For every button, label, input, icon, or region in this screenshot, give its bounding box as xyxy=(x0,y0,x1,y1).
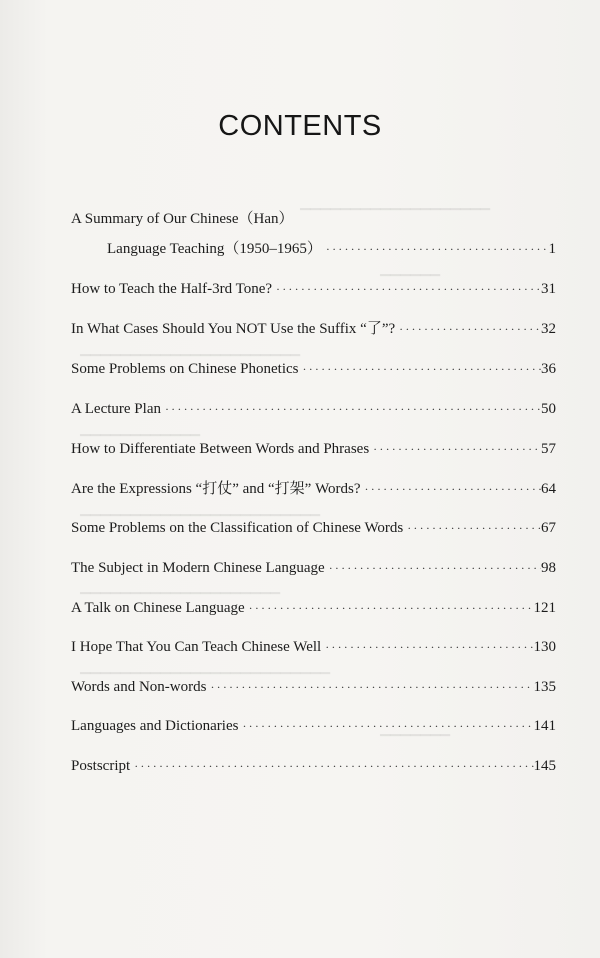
toc-entry[interactable] xyxy=(71,755,556,777)
toc-entry[interactable] xyxy=(107,238,556,260)
toc-page-number: 145 xyxy=(533,758,556,774)
toc-entry[interactable] xyxy=(71,438,556,460)
page-title: CONTENTS xyxy=(218,110,382,142)
bleed-through-text: ▁▁▁▁▁▁▁▁▁▁▁▁▁▁▁▁▁▁▁ xyxy=(300,196,490,211)
toc-entry-title: Are the Expressions “打仗” and “打架” Words? xyxy=(71,481,361,497)
toc-entry[interactable] xyxy=(71,278,556,300)
toc-entry-title: I Hope That You Can Teach Chinese Well xyxy=(71,639,322,655)
dot-leader xyxy=(134,755,533,777)
toc-page-number: 135 xyxy=(533,679,556,695)
toc-entry-title: Postscript xyxy=(71,758,131,774)
toc-page-number: 121 xyxy=(533,600,556,616)
dot-leader xyxy=(373,438,541,460)
toc-entry-title: A Talk on Chinese Language xyxy=(71,600,245,616)
toc-page-number: 130 xyxy=(533,639,556,655)
dot-leader xyxy=(329,557,541,579)
dot-leader xyxy=(365,478,541,500)
dot-leader xyxy=(325,636,533,658)
toc-entry-title: The Subject in Modern Chinese Language xyxy=(71,560,325,576)
toc-entry[interactable] xyxy=(71,676,556,698)
toc-entry[interactable] xyxy=(71,557,556,579)
bleed-through-text: ▁▁▁▁▁▁▁▁▁▁▁▁▁▁▁▁▁▁▁▁▁▁▁▁▁ xyxy=(80,660,330,675)
toc-entry-title-line2: Language Teaching（1950–1965） xyxy=(107,241,322,257)
toc-entry[interactable] xyxy=(71,517,556,539)
dot-leader xyxy=(399,318,541,340)
toc-entry-title: A Lecture Plan xyxy=(71,401,161,417)
bleed-through-text: ▁▁▁▁▁▁▁▁▁▁▁▁▁▁▁▁▁▁▁▁▁▁▁▁ xyxy=(80,502,320,517)
toc-entry[interactable] xyxy=(71,318,556,340)
bleed-through-text: ▁▁▁▁▁▁▁ xyxy=(380,722,450,737)
toc-page-number: 36 xyxy=(541,361,556,377)
dot-leader xyxy=(249,597,534,619)
dot-leader xyxy=(326,238,549,260)
bleed-through-text: ▁▁▁▁▁▁▁▁▁▁▁▁▁▁▁▁▁▁▁▁ xyxy=(80,580,280,595)
toc-entry[interactable] xyxy=(71,358,556,380)
toc-entry[interactable] xyxy=(71,478,556,500)
toc-page-number: 32 xyxy=(541,321,556,337)
toc-page-number: 31 xyxy=(541,281,556,297)
toc-page-number: 67 xyxy=(541,520,556,536)
toc-entry-title: Words and Non-words xyxy=(71,679,207,695)
dot-leader xyxy=(303,358,542,380)
toc-entry[interactable] xyxy=(71,398,556,420)
toc-entry-title: In What Cases Should You NOT Use the Suffix “了”? xyxy=(71,321,396,337)
toc-entry-title: Languages and Dictionaries xyxy=(71,718,239,734)
toc-entry-title-line1: A Summary of Our Chinese（Han） xyxy=(71,211,294,227)
dot-leader xyxy=(210,676,533,698)
toc-entry-title: How to Teach the Half-3rd Tone? xyxy=(71,281,273,297)
toc-entry[interactable] xyxy=(71,715,556,737)
dot-leader xyxy=(407,517,541,539)
dot-leader xyxy=(276,278,541,300)
toc-page-number: 1 xyxy=(548,241,556,257)
bleed-through-text: ▁▁▁▁▁▁ xyxy=(380,262,440,277)
bleed-through-text: ▁▁▁▁▁▁▁▁▁▁▁▁▁▁▁▁▁▁▁▁▁▁ xyxy=(80,342,300,357)
bleed-through-text: ▁▁▁▁▁▁▁▁▁▁▁▁ xyxy=(80,422,200,437)
dot-leader xyxy=(242,715,533,737)
toc-page-number: 141 xyxy=(533,718,556,734)
toc-page-number: 98 xyxy=(541,560,556,576)
toc-entry[interactable] xyxy=(71,597,556,619)
toc-entry-title: How to Differentiate Between Words and Phrases xyxy=(71,441,370,457)
toc-entry-title: Some Problems on the Classification of Chinese Words xyxy=(71,520,404,536)
toc-page-number: 50 xyxy=(541,401,556,417)
toc-page-number: 57 xyxy=(541,441,556,457)
toc-entry[interactable] xyxy=(71,636,556,658)
toc-entry-title: Some Problems on Chinese Phonetics xyxy=(71,361,299,377)
toc-page-number: 64 xyxy=(541,481,556,497)
dot-leader xyxy=(165,398,541,420)
